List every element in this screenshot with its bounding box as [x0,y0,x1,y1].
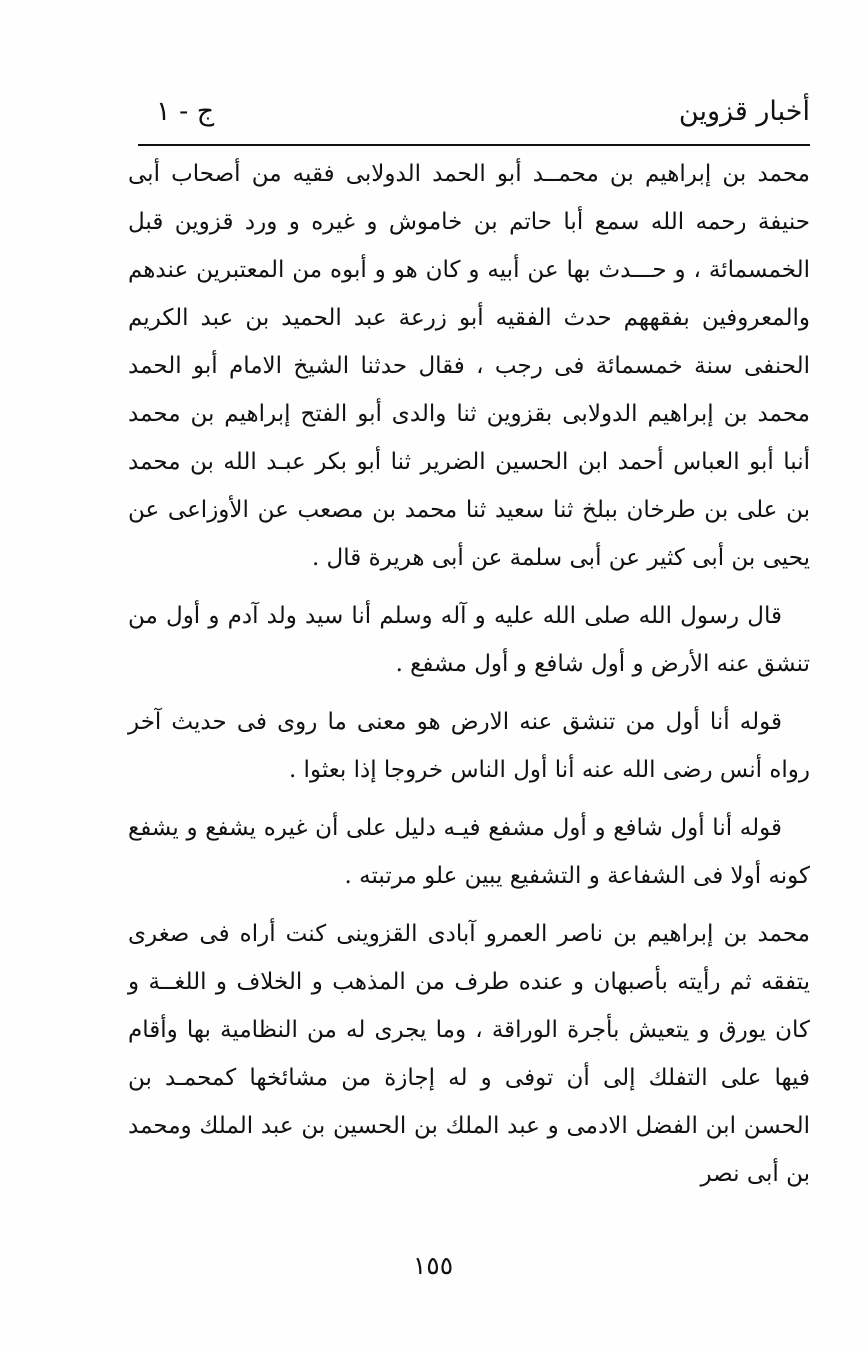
paragraph-commentary-1: قوله أنا أول من تنشق عنه الارض هو معنى ما روى فى حديث آخر رواه أنس رضى الله عنه أنا أول الناس خروجا إذا بعثوا . [128,709,810,783]
page-number: ١٥٥ [412,1251,454,1280]
paragraph-commentary-2: قوله أنا أول شافع و أول مشفع فيـه دليل على أن غيره يشفع و يشفع كونه أولا فى الشفاعة و التشفيع يبين علو مرتبته . [128,815,810,889]
running-header [138,92,810,144]
header-volume: ج - ١ [156,96,215,127]
header-rule [138,144,810,146]
header-title: أخبار قزوين [678,96,810,127]
paragraph-biography-dulabi: محمد بن إبراهيم بن محمــد أبو الحمد الدولابى فقيه من أصحاب أبى حنيفة رحمه الله سمع أبا حاتم بن خاموش و غيره و ورد قزوين قبل الخمسمائة ، و حـــدث بها عن أبيه و كان هو و أبوه من المعتبرين عندهم والمعروفين بفقههم حدث الفقيه أبو زرعة عبد الحميد بن عبد الكريم الحنفى سنة خمسمائة فى رجب ، فقال حدثنا الشيخ الامام أبو الحمد محمد بن إبراهيم الدولابى بقزوين ثنا والدى أبو الفتح إبراهيم بن محمد أنبا أبو العباس أحمد ابن الحسين الضرير ثنا أبو بكر عبـد الله بن محمد بن على بن طرخان ببلخ ثنا سعيد ثنا محمد بن مصعب عن الأوزاعى عن يحيى بن أبى كثير عن أبى سلمة عن أبى هريرة قال . [128,161,810,571]
paragraph-hadith: قال رسول الله صلى الله عليه و آله وسلم أنا سيد ولد آدم و أول من تنشق عنه الأرض و أول شافع و أول مشفع . [128,603,810,677]
body-text [128,150,810,1198]
paragraph-biography-amruabadi: محمد بن إبراهيم بن ناصر العمرو آبادى القزوينى كنت أراه فى صغرى يتفقه ثم رأيته بأصبهان و عنده طرف من المذهب و الخلاف و اللغــة و كان يورق و يتعيش بأجرة الوراقة ، وما يجرى له من النظامية بها وأقام فيها على التفلك إلى أن توفى و له إجازة من مشائخها كمحمـد بن الحسن ابن الفضل الادمى و عبد الملك بن الحسين بن عبد الملك ومحمد بن أبى نصر [128,921,810,1187]
